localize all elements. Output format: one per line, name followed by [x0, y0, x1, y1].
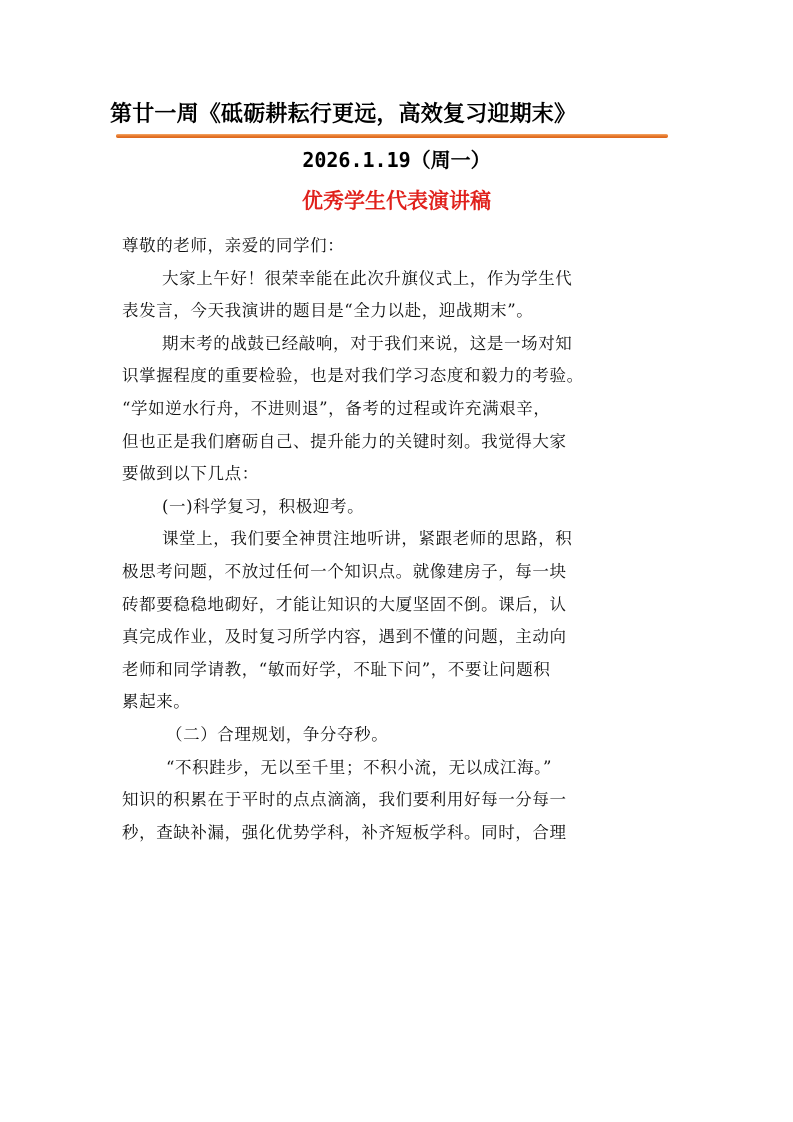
speech-body [122, 230, 682, 849]
paragraph-line: 但也正是我们磨砺自己、提升能力的关键时刻。我觉得大家 [122, 431, 567, 451]
document-date: 2026.1.19（周一） [302, 148, 491, 172]
paragraph-line: 大家上午好！很荣幸能在此次升旗仪式上，作为学生代 [162, 268, 573, 288]
paragraph-line: 砖都要稳稳地砌好，才能让知识的大厦坚固不倒。课后，认 [122, 594, 567, 614]
paragraph-line: 要做到以下几点： [122, 464, 259, 484]
paragraph-line: 累起来。 [122, 692, 191, 712]
paragraph-line: 表发言，今天我演讲的题目是“全力以赴，迎战期末”。 [122, 301, 534, 321]
paragraph-line: 极思考问题，不放过任何一个知识点。就像建房子，每一块 [122, 561, 567, 581]
section-heading: （二）合理规划，争分夺秒。 [166, 724, 389, 744]
title-underline [116, 134, 668, 138]
section-heading: (一)科学复习，积极迎考。 [162, 496, 365, 516]
document-title: 第廿一周《砥砺耕耘行更远，高效复习迎期末》 [110, 102, 577, 127]
paragraph-line: 老师和同学请教，“敏而好学，不耻下问”，不要让问题积 [122, 659, 551, 679]
paragraph-line: 秒，查缺补漏，强化优势学科，补齐短板学科。同时，合理 [122, 822, 567, 842]
document-subtitle: 优秀学生代表演讲稿 [302, 189, 491, 213]
paragraph-line: “学如逆水行舟，不进则退”，备考的过程或许充满艰辛， [122, 398, 551, 418]
salutation: 尊敬的老师，亲爱的同学们： [122, 236, 345, 255]
paragraph-line: 真完成作业，及时复习所学内容，遇到不懂的问题，主动向 [122, 627, 567, 647]
paragraph-line: 识掌握程度的重要检验，也是对我们学习态度和毅力的考验。 [122, 366, 584, 386]
paragraph-line: “不积跬步，无以至千里；不积小流，无以成江海。” [166, 757, 553, 777]
paragraph-line: 期末考的战鼓已经敲响，对于我们来说，这是一场对知 [162, 333, 573, 353]
paragraph-line: 知识的积累在于平时的点点滴滴，我们要利用好每一分每一 [122, 790, 567, 810]
paragraph-line: 课堂上，我们要全神贯注地听讲，紧跟老师的思路，积 [162, 529, 573, 549]
